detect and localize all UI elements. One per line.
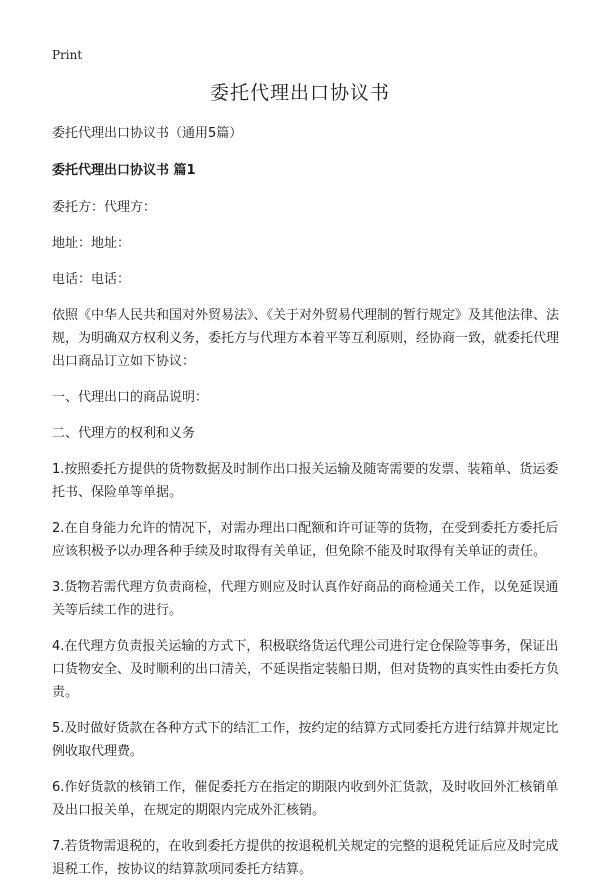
clause-5: 5.及时做好货款在各种方式下的结汇工作，按约定的结算方式同委托方进行结算并规定比例收取代理费。 bbox=[52, 721, 559, 759]
paragraph-rights-heading: 二、代理方的权利和义务 bbox=[52, 426, 196, 441]
clause-1: 1.按照委托方提供的货物数据及时制作出口报关运输及随寄需要的发票、装箱单、货运委托书、保险单等单据。 bbox=[52, 462, 559, 500]
clause-3: 3.货物若需代理方负责商检，代理方则应及时认真作好商品的商检通关工作，以免延误通关等后续工作的进行。 bbox=[52, 580, 559, 618]
document-subtitle: 委托代理出口协议书（通用5篇） bbox=[52, 126, 243, 141]
section-heading: 委托代理出口协议书 篇1 bbox=[52, 163, 196, 178]
paragraph-address: 地址：地址： bbox=[52, 236, 131, 251]
paragraph-phone: 电话：电话： bbox=[52, 272, 131, 287]
paragraph-goods-description: 一、代理出口的商品说明： bbox=[52, 390, 209, 405]
clause-7: 7.若货物需退税的，在收到委托方提供的按退税机关规定的完整的退税凭证后应及时完成退税工作，按协议的结算款项同委托方结算。 bbox=[52, 839, 559, 877]
clause-6: 6.作好货款的核销工作，催促委托方在指定的期限内收到外汇货款，及时收回外汇核销单及出口报关单，在规定的期限内完成外汇核销。 bbox=[52, 780, 559, 818]
paragraph-preamble: 依照《中华人民共和国对外贸易法》、《关于对外贸易代理制的暂行规定》及其他法律、法规，为明确双方权利义务，委托方与代理方本着平等互利原则，经协商一致，就委托代理出口商品订立如下协议： bbox=[52, 308, 560, 369]
paragraph-parties: 委托方：代理方： bbox=[52, 200, 157, 215]
print-link[interactable]: Print bbox=[52, 48, 83, 62]
clause-2: 2.在自身能力允许的情况下，对需办理出口配额和许可证等的货物，在受到委托方委托后应该积极予以办理各种手续及时取得有关单证，但免除不能及时取得有关单证的责任。 bbox=[52, 521, 559, 559]
document-body bbox=[52, 122, 562, 894]
clause-4: 4.在代理方负责报关运输的方式下，积极联络货运代理公司进行定仓保险等事务，保证出口货物安全、及时顺利的出口清关，不延误指定装船日期，但对货物的真实性由委托方负责。 bbox=[52, 639, 560, 700]
document-title: 委托代理出口协议书 bbox=[209, 82, 390, 104]
